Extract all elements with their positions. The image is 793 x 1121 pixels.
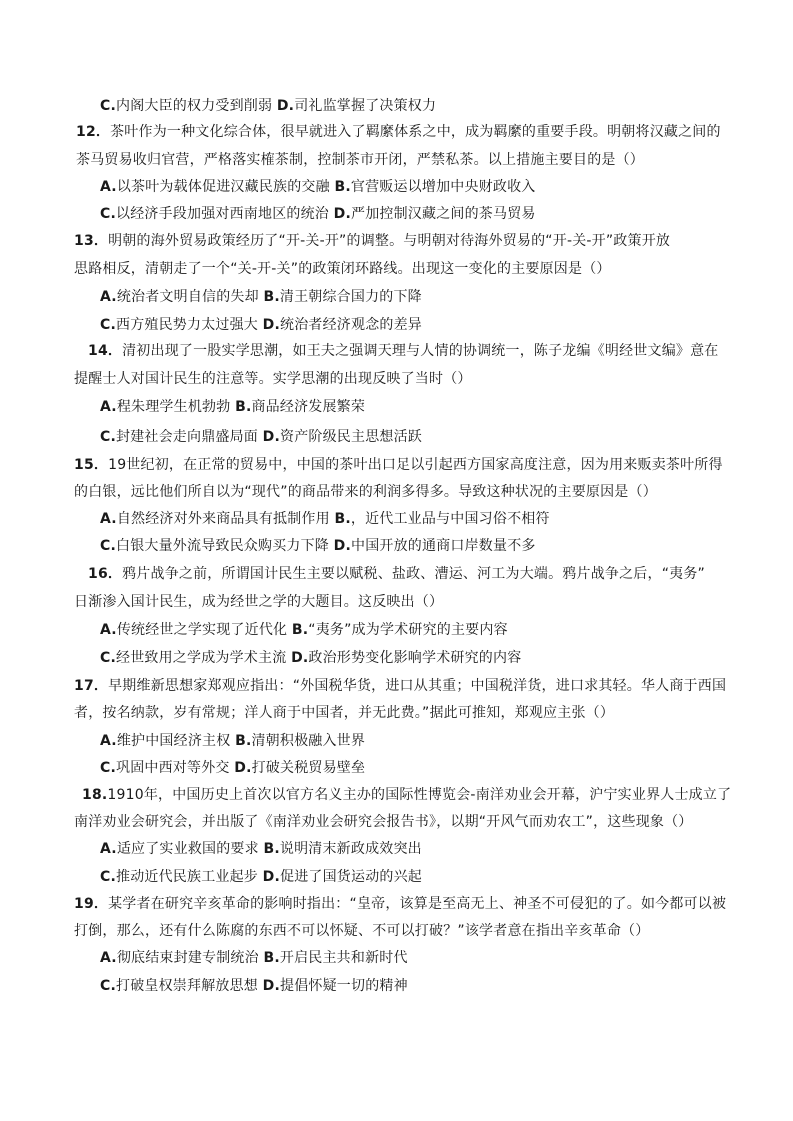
question-stem: 提醒士人对国计民生的注意等。实学思潮的出现反映了当时（） (74, 371, 472, 387)
option-label: C. (100, 538, 116, 554)
option-label: C. (100, 650, 116, 666)
q14-stem-line-2 (74, 369, 472, 389)
option-text: 清朝积极融入世界 (251, 733, 366, 749)
q12-options-line-2 (100, 204, 536, 224)
option-label: C. (100, 869, 116, 885)
question-number: 16． (88, 566, 123, 582)
q17-stem-line-1 (74, 676, 726, 696)
option-label: D. (276, 98, 295, 114)
question-number: 13． (74, 233, 109, 249)
q13-options-line-2 (100, 315, 422, 335)
option-text: 官营贩运以增加中央财政收入 (350, 179, 536, 195)
option-text: 巩固中西对等外交 (116, 760, 230, 776)
question-stem: 早期维新思想家郑观应指出：“外国税华货，进口从其重；中国税洋货，进口求其轻。华人商于西国 (108, 678, 727, 694)
option-label: A. (100, 399, 117, 415)
option-text: 资产阶级民主思想活跃 (280, 429, 422, 445)
option-label: A. (100, 841, 117, 857)
option-label: A. (100, 179, 117, 195)
option-text: 统治者经济观念的差异 (280, 317, 422, 333)
option-label: D. (234, 760, 252, 776)
option-label: D. (262, 429, 280, 445)
question-stem: 茶马贸易收归官营，严格落实榷茶制，控制茶市开闭，严禁私茶。以上措施主要目的是（） (76, 152, 644, 168)
option-label: A. (100, 950, 117, 966)
option-label: B. (263, 289, 280, 305)
question-stem: 茶叶作为一种文化综合体，很早就进入了羁縻体系之中，成为羁縻的重要手段。明朝将汉藏之间的 (110, 124, 721, 140)
question-number: 19． (74, 896, 109, 912)
q13-options-line-1 (100, 287, 422, 307)
question-stem: 者，按名纳款，岁有常规；洋人商于中国者，并无此费。”据此可推知，郑观应主张（） (74, 705, 615, 721)
q18-stem-line-1 (82, 785, 731, 805)
option-label: B. (263, 841, 280, 857)
option-text: 经世致用之学成为学术主流 (116, 650, 287, 666)
option-label: B. (235, 399, 252, 415)
option-label: B. (334, 179, 351, 195)
q12-stem-line-2 (76, 150, 644, 170)
q18-stem-line-2 (74, 812, 693, 832)
question-stem: 南洋劝业会研究会，并出版了《南洋劝业会研究会报告书》，以期“开风气而劝农工”，这些现象（） (74, 814, 693, 830)
question-number: 12． (76, 124, 111, 140)
option-label: A. (100, 289, 117, 305)
option-text: 传统经世之学实现了近代化 (116, 622, 288, 638)
question-number: 14． (88, 343, 123, 359)
option-label: D. (291, 650, 309, 666)
option-text: 打破关税贸易壁垒 (251, 760, 366, 776)
q19-stem-line-1 (74, 894, 726, 914)
q16-stem-line-1 (88, 564, 705, 584)
option-label: A. (100, 622, 117, 638)
option-text: 促进了国货运动的兴起 (280, 869, 422, 885)
question-stem: 某学者在研究辛亥革命的影响时指出：“皇帝，该算是至高无上、神圣不可侵犯的了。如今都可以被 (108, 896, 727, 912)
q18-options-line-2 (100, 867, 422, 887)
q17-options-line-1 (100, 731, 365, 751)
option-text: 维护中国经济主权 (116, 733, 231, 749)
question-stem: 明朝的海外贸易政策经历了“开-关-开”的调整。与明朝对待海外贸易的“开-关-开”政策开放 (108, 233, 671, 249)
question-stem: 思路相反，清朝走了一个“关-开-关”的政策闭环路线。出现这一变化的主要原因是（） (74, 261, 611, 277)
option-text: 适应了实业救国的要求 (116, 841, 259, 857)
question-stem: 清初出现了一股实学思潮，如王夫之强调天理与人情的协调统一，陈子龙编《明经世文编》意在 (122, 343, 719, 359)
option-label: A. (100, 511, 117, 527)
option-text: 政治形势变化影响学术研究的内容 (308, 650, 522, 666)
question-stem: 日渐渗入国计民生，成为经世之学的大题目。这反映出（） (74, 594, 444, 610)
option-label: C. (100, 317, 116, 333)
option-label: B. (334, 511, 351, 527)
option-text: 彻底结束封建专制统治 (116, 950, 259, 966)
question-stem: 19世纪初，在正常的贸易中，中国的茶叶出口足以引起西方国家高度注意，因为用来贩卖茶叶所得 (108, 457, 723, 473)
option-text: 司礼监掌握了决策权力 (294, 98, 437, 114)
q16-options-line-1 (100, 620, 508, 640)
option-text: “夷务”成为学术研究的主要内容 (308, 622, 508, 638)
question-stem: 的白银，远比他们所自以为“现代”的商品带来的利润多得多。导致这种状况的主要原因是（） (74, 484, 657, 500)
question-stem: 1910年，中国历史上首次以官方名义主办的国际性博览会-南洋劝业会开幕，沪宁实业界人士成立了 (107, 787, 732, 803)
option-text: 提倡怀疑一切的精神 (280, 978, 408, 994)
q15-stem-line-1 (74, 455, 723, 475)
option-text: 开启民主共和新时代 (279, 950, 408, 966)
option-text: ，近代工业品与中国习俗不相符 (350, 511, 550, 527)
q14-options-line-2 (100, 427, 422, 447)
q12-stem-line-1 (76, 122, 721, 142)
option-text: 程朱理学生机勃勃 (116, 399, 231, 415)
option-text: 统治者文明自信的失却 (116, 289, 259, 305)
option-label: C. (100, 98, 116, 114)
option-label: D. (333, 538, 351, 554)
question-stem: 打倒，那么，还有什么陈腐的东西不可以怀疑、不可以打破？”该学者意在指出辛亥革命（） (74, 923, 650, 939)
q17-stem-line-2 (74, 703, 614, 723)
option-label: C. (100, 429, 116, 445)
q15-options-line-1 (100, 509, 550, 529)
q19-options-line-2 (100, 976, 408, 996)
option-label: D. (333, 206, 351, 222)
q15-options-line-2 (100, 536, 536, 556)
option-label: C. (100, 206, 116, 222)
question-number: 18. (82, 787, 108, 803)
option-label: D. (262, 869, 280, 885)
q19-stem-line-2 (74, 921, 649, 941)
option-text: 封建社会走向鼎盛局面 (116, 429, 258, 445)
option-text: 推动近代民族工业起步 (116, 869, 258, 885)
q16-stem-line-2 (74, 592, 443, 612)
option-text: 中国开放的通商口岸数量不多 (351, 538, 536, 554)
q15-stem-line-2 (74, 482, 657, 502)
option-label: B. (291, 622, 309, 638)
q14-stem-line-1 (88, 341, 719, 361)
option-text: 清王朝综合国力的下降 (279, 289, 422, 305)
option-text: 严加控制汉藏之间的茶马贸易 (351, 206, 536, 222)
question-number: 17． (74, 678, 109, 694)
option-label: B. (263, 950, 280, 966)
q13-stem-line-2 (74, 259, 611, 279)
q17-options-line-2 (100, 758, 365, 778)
option-text: 打破皇权崇拜解放思想 (116, 978, 258, 994)
q13-stem-line-1 (74, 231, 670, 251)
option-text: 内阁大臣的权力受到削弱 (116, 98, 273, 114)
q19-options-line-1 (100, 948, 408, 968)
option-label: B. (235, 733, 252, 749)
q14-options-line-1 (100, 397, 365, 417)
option-label: C. (100, 760, 116, 776)
q18-options-line-1 (100, 839, 422, 859)
q11-options-line-2 (100, 96, 436, 116)
option-text: 自然经济对外来商品具有抵制作用 (116, 511, 330, 527)
option-text: 以茶叶为载体促进汉藏民族的交融 (116, 179, 330, 195)
option-text: 商品经济发展繁荣 (251, 399, 366, 415)
option-text: 以经济手段加强对西南地区的统治 (116, 206, 329, 222)
q12-options-line-1 (100, 177, 535, 197)
option-label: C. (100, 978, 116, 994)
question-number: 15． (74, 457, 109, 473)
option-text: 说明清末新政成效突出 (279, 841, 422, 857)
option-text: 白银大量外流导致民众购买力下降 (116, 538, 329, 554)
option-text: 西方殖民势力太过强大 (116, 317, 258, 333)
question-stem: 鸦片战争之前，所谓国计民生主要以赋税、盐政、漕运、河工为大端。鸦片战争之后，“夷务” (122, 566, 705, 582)
option-label: A. (100, 733, 117, 749)
option-label: D. (262, 978, 280, 994)
option-label: D. (262, 317, 280, 333)
q16-options-line-2 (100, 648, 521, 668)
